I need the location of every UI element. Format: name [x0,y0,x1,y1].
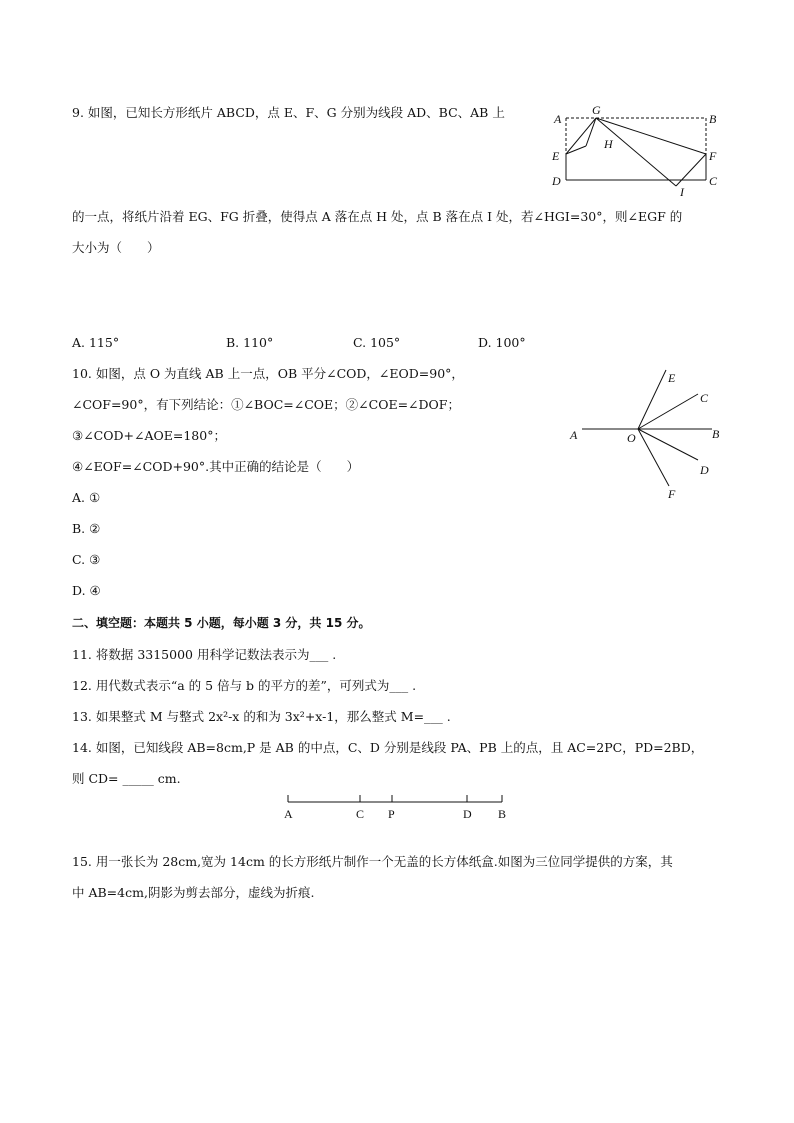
q9-option-b[interactable]: B. 110° [226,335,274,350]
q10-label-e: E [668,371,676,385]
q9-option-c[interactable]: C. 105° [353,335,401,350]
q9-folded-rectangle-figure [548,102,728,198]
q11-stem: 11. 将数据 3315000 用科学记数法表示为___ . [72,647,337,662]
q10-option-b[interactable]: B. ② [72,521,101,536]
q14-label-p: P [388,807,395,821]
q9-label-c: C [709,174,718,188]
q9-label-a: A [554,112,562,126]
q10-option-a[interactable]: A. ① [72,490,101,505]
q10-label-o: O [627,431,636,445]
q14-label-b: B [498,807,507,821]
q10-stem-line-3: ③∠COD+∠AOE=180°； [72,428,226,443]
q14-label-a: A [284,807,293,821]
q9-label-e: E [552,149,560,163]
q14-label-d: D [463,807,472,821]
q14-stem-line-1: 14. 如图，已知线段 AB=8cm,P 是 AB 的中点，C、D 分别是线段 PA、PB 上的点，且 AC=2PC，PD=2BD， [72,740,704,755]
q15-stem-line-1: 15. 用一张长为 28cm,宽为 14cm 的长方形纸片制作一个无盖的长方体纸盒.如图为三位同学提供的方案，其 [72,854,673,869]
q14-stem-line-2: 则 CD= _____ cm. [72,771,181,786]
q13-stem: 13. 如果整式 M 与整式 2x²-x 的和为 3x²+x-1，那么整式 M=___ . [72,709,451,724]
q10-stem-line-4: ④∠EOF=∠COD+90°.其中正确的结论是（ ） [72,459,360,474]
q9-label-b: B [709,112,717,126]
q9-label-d: D [552,174,561,188]
q9-stem-line-3: 大小为（ ） [72,240,160,255]
q10-option-c[interactable]: C. ③ [72,552,101,567]
q9-label-i: I [680,185,684,199]
q10-label-f: F [668,487,676,501]
q10-stem-line-2: ∠COF=90°，有下列结论：①∠BOC=∠COE；②∠COE=∠DOF； [72,397,460,412]
q10-label-b: B [712,427,720,441]
q9-label-f: F [709,149,717,163]
q9-label-g: G [592,103,601,117]
q10-label-a: A [570,428,578,442]
q15-stem-line-2: 中 AB=4cm,阴影为剪去部分，虚线为折痕. [72,885,315,900]
q10-label-d: D [700,463,709,477]
q10-stem-line-1: 10. 如图，点 O 为直线 AB 上一点，OB 平分∠COD，∠EOD=90°， [72,366,464,381]
section-heading-fill-in: 二、填空题：本题共 5 小题，每小题 3 分，共 15 分。 [72,616,371,630]
q10-rays-figure [566,364,736,504]
q14-segment-figure [280,792,520,822]
q9-option-a[interactable]: A. 115° [72,335,120,350]
q12-stem: 12. 用代数式表示“a 的 5 倍与 b 的平方的差”，可列式为___ . [72,678,417,693]
q14-label-c: C [356,807,365,821]
q9-label-h: H [604,137,613,151]
q10-option-d[interactable]: D. ④ [72,583,101,598]
q9-stem-line-2: 的一点，将纸片沿着 EG、FG 折叠，使得点 A 落在点 H 处，点 B 落在点 I 处，若∠HGI=30°，则∠EGF 的 [72,209,683,224]
q9-stem-line-1: 9. 如图，已知长方形纸片 ABCD，点 E、F、G 分别为线段 AD、BC、AB 上 [72,105,505,120]
q10-label-c: C [700,391,709,405]
q9-option-d[interactable]: D. 100° [478,335,526,350]
